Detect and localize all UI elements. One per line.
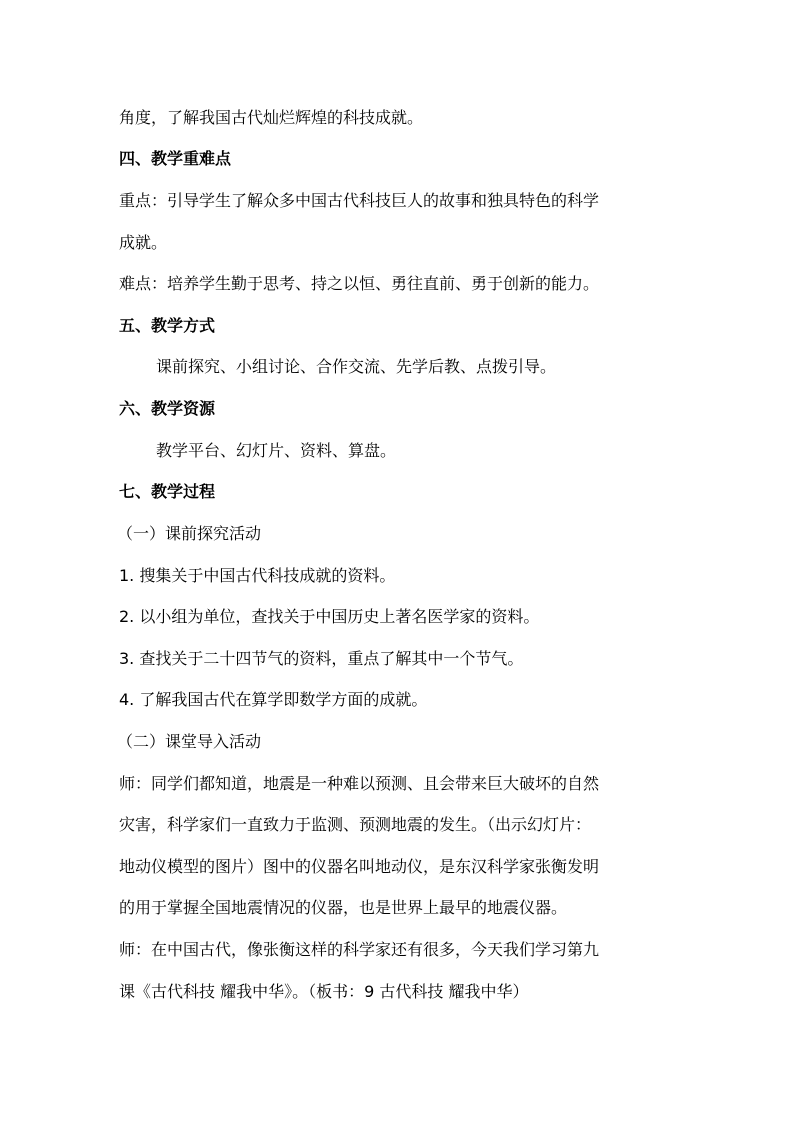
body-text-line: 角度，了解我国古代灿烂辉煌的科技成就。 — [119, 108, 424, 127]
subsection-heading: （一）课前探究活动 — [117, 524, 262, 543]
section-heading: 六、教学资源 — [119, 399, 216, 418]
list-item: 4. 了解我国古代在算学即数学方面的成就。 — [119, 690, 428, 709]
section-heading: 五、教学方式 — [119, 316, 216, 335]
body-text-line: 地动仪模型的图片）图中的仪器名叫地动仪，是东汉科学家张衡发明 — [119, 857, 600, 876]
body-text-line: 课《古代科技 耀我中华》。（板书：9 古代科技 耀我中华） — [119, 982, 529, 1001]
body-text-line: 成就。 — [119, 233, 168, 252]
subsection-heading: （二）课堂导入活动 — [117, 732, 262, 751]
body-text-line: 师：在中国古代，像张衡这样的科学家还有很多，今天我们学习第九 — [119, 940, 600, 959]
list-item: 3. 查找关于二十四节气的资料，重点了解其中一个节气。 — [119, 649, 524, 668]
list-item: 2. 以小组为单位，查找关于中国历史上著名医学家的资料。 — [119, 607, 540, 626]
body-text-line: 师：同学们都知道，地震是一种难以预测、且会带来巨大破坏的自然 — [119, 774, 600, 793]
body-text-line: 的用于掌握全国地震情况的仪器，也是世界上最早的地震仪器。 — [119, 898, 568, 917]
body-text-line: 教学平台、幻灯片、资料、算盘。 — [156, 441, 397, 460]
section-heading: 四、教学重难点 — [119, 149, 232, 168]
body-text-line: 课前探究、小组讨论、合作交流、先学后教、点拨引导。 — [156, 357, 557, 376]
body-text-line: 灾害，科学家们一直致力于监测、预测地震的发生。（出示幻灯片： — [119, 815, 592, 834]
body-text-line: 难点：培养学生勤于思考、持之以恒、勇往直前、勇于创新的能力。 — [119, 274, 600, 293]
section-heading: 七、教学过程 — [119, 482, 216, 501]
body-text-line: 重点：引导学生了解众多中国古代科技巨人的故事和独具特色的科学 — [119, 191, 600, 210]
list-item: 1. 搜集关于中国古代科技成就的资料。 — [119, 566, 396, 585]
